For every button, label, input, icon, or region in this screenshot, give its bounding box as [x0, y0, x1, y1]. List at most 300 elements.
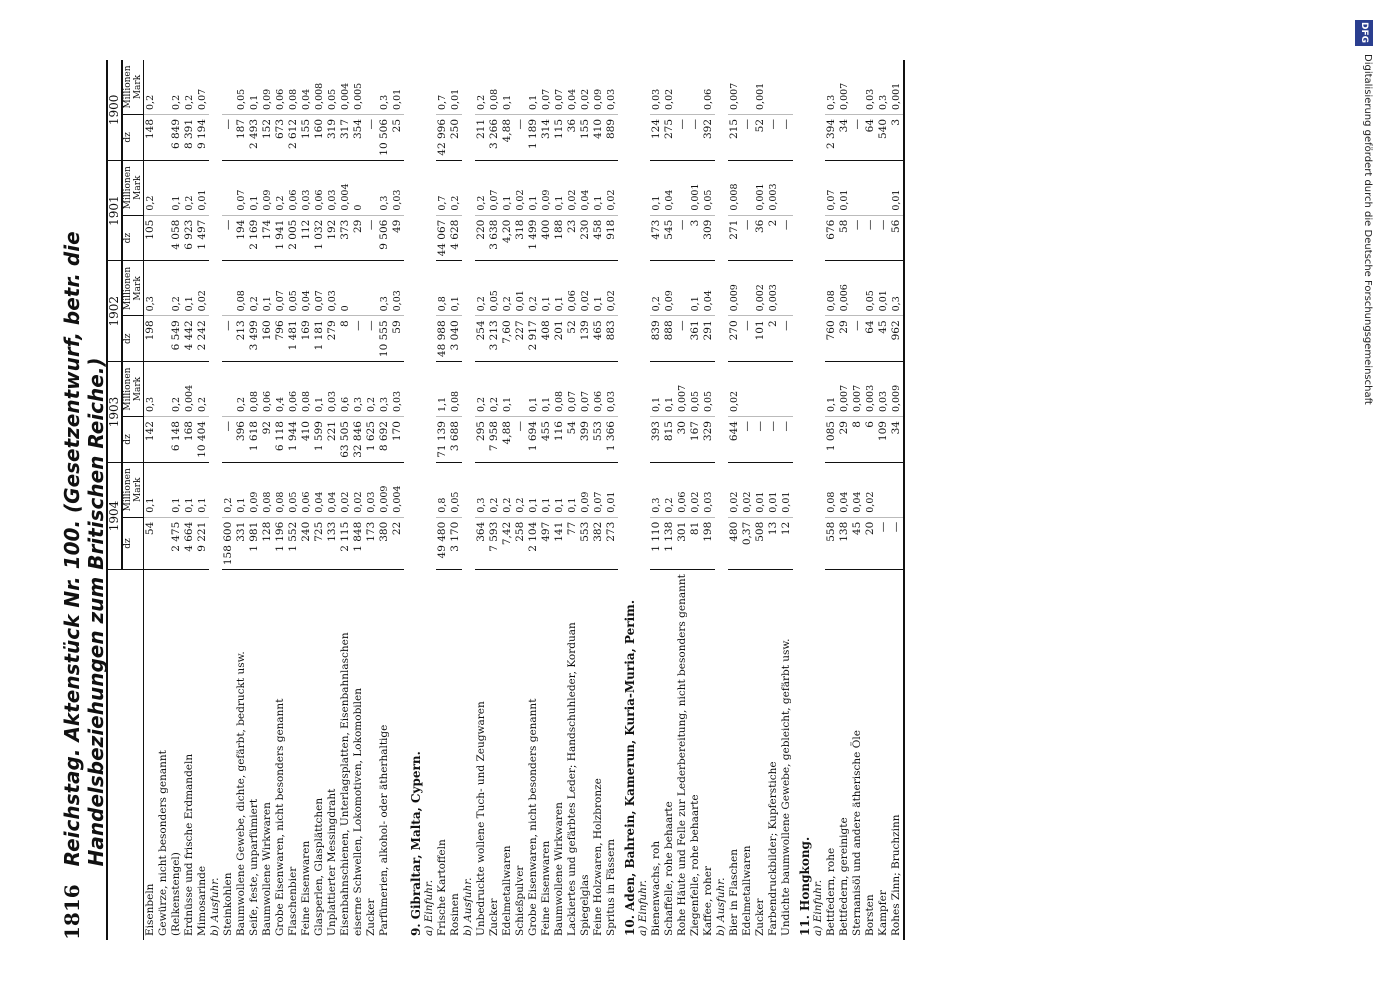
cell-dz: 361 [689, 316, 702, 362]
cell-dz: 34 [890, 417, 904, 463]
cell-mark: 0,07 [825, 160, 838, 215]
cell-dz: 382 [592, 517, 605, 569]
cell-dz: 54 [144, 517, 158, 569]
cell-mark [689, 60, 702, 114]
cell-dz: 455 [540, 417, 553, 463]
cell-dz: 10 506 [378, 114, 391, 160]
cell-dz: 1 981 [248, 517, 261, 569]
cell-mark: 0,04 [300, 60, 313, 114]
table-row [248, 60, 261, 940]
row-label: b) Ausfuhr. [209, 877, 221, 936]
cell-dz: 6 849 [170, 114, 183, 160]
cell-dz: 2 612 [287, 114, 300, 160]
cell-mark [780, 261, 793, 316]
cell-mark: 0,8 [436, 261, 449, 316]
cell-mark: 0,01 [890, 160, 904, 215]
cell-dz: 314 [540, 114, 553, 160]
cell-mark: 0,01 [514, 261, 527, 316]
cell-dz: 133 [326, 517, 339, 569]
cell-dz: — [365, 114, 378, 160]
cell-dz: — [767, 114, 780, 160]
cell-dz: 49 [391, 215, 404, 261]
table-row [780, 60, 793, 940]
cell-mark: 0,1 [650, 362, 663, 417]
cell-dz: 889 [605, 114, 618, 160]
cell-mark: 0,02 [514, 160, 527, 215]
cell-dz: 64 [864, 114, 877, 160]
cell-dz: 215 [728, 114, 741, 160]
cell-mark: 0,001 [890, 60, 904, 114]
cell-mark: 0,2 [144, 60, 158, 114]
cell-mark: 0,06 [287, 362, 300, 417]
page-header [60, 60, 108, 940]
cell-mark: 0,003 [864, 362, 877, 417]
table-row [514, 60, 527, 940]
cell-mark: 0,02 [579, 261, 592, 316]
cell-mark: 0,2 [274, 160, 287, 215]
cell-dz: 3 040 [449, 316, 462, 362]
cell-dz: 317 [339, 114, 352, 160]
cell-mark: 0,03 [650, 60, 663, 114]
cell-dz: 211 [475, 114, 488, 160]
cell-dz: 258 [514, 517, 527, 569]
cell-mark: 0,07 [553, 60, 566, 114]
cell-mark: 0,1 [592, 261, 605, 316]
cell-mark: 0,01 [780, 462, 793, 517]
cell-mark: 0,004 [391, 462, 404, 517]
cell-mark: 0,08 [235, 261, 248, 316]
cell-mark: 0,1 [183, 261, 196, 316]
cell-dz: 230 [579, 215, 592, 261]
cell-mark: 0,2 [144, 160, 158, 215]
cell-mark: 0,007 [838, 60, 851, 114]
cell-dz: — [352, 316, 365, 362]
cell-dz: 2 115 [339, 517, 352, 569]
cell-mark: 0,1 [196, 462, 209, 517]
cell-dz: 155 [300, 114, 313, 160]
cell-dz: 400 [540, 215, 553, 261]
cell-mark: 0,1 [527, 462, 540, 517]
cell-mark: 0,009 [378, 462, 391, 517]
cell-mark: 0,02 [579, 60, 592, 114]
cell-mark [157, 160, 170, 215]
cell-dz: — [877, 215, 890, 261]
cell-mark: 0,09 [540, 160, 553, 215]
cell-dz: 319 [326, 114, 339, 160]
cell-mark: 0,1 [313, 362, 326, 417]
cell-dz: 393 [650, 417, 663, 463]
cell-dz: 4 628 [449, 215, 462, 261]
cell-mark: 0,03 [702, 462, 715, 517]
cell-dz: 25 [391, 114, 404, 160]
cell-mark [890, 462, 904, 517]
cell-mark: 0,08 [261, 462, 274, 517]
cell-dz: 170 [391, 417, 404, 463]
cell-dz: 141 [553, 517, 566, 569]
cell-mark: 0,7 [436, 160, 449, 215]
cell-mark: 0,08 [825, 462, 838, 517]
cell-dz: 29 [352, 215, 365, 261]
row-label: Edelmetallwaren [741, 845, 753, 936]
cell-mark: 0,004 [183, 362, 196, 417]
cell-mark: 1,1 [436, 362, 449, 417]
subsection-row [812, 60, 825, 940]
cell-dz: — [877, 517, 890, 569]
cell-mark: 0,05 [864, 261, 877, 316]
row-label: Bettfedern, rohe [825, 847, 837, 936]
cell-dz: 8 [339, 316, 352, 362]
cell-mark: 0,02 [728, 462, 741, 517]
cell-mark: 0,06 [702, 60, 715, 114]
cell-dz: 45 [851, 517, 864, 569]
cell-dz: 115 [553, 114, 566, 160]
unit-dz-header: dz [122, 114, 144, 160]
cell-mark: 0 [339, 261, 352, 316]
cell-dz [157, 316, 170, 362]
cell-dz: 270 [728, 316, 741, 362]
cell-mark [365, 160, 378, 215]
row-label: Zucker [365, 898, 377, 936]
cell-mark: 0,01 [767, 462, 780, 517]
cell-mark: 0,02 [566, 160, 579, 215]
cell-mark: 0,09 [261, 160, 274, 215]
cell-dz: 160 [313, 114, 326, 160]
row-label: Frische Kartoffeln [436, 839, 448, 936]
cell-mark: 0,08 [488, 60, 501, 114]
cell-dz: 2 493 [248, 114, 261, 160]
unit-dz-header: dz [122, 517, 144, 569]
cell-mark: 0,1 [235, 462, 248, 517]
cell-dz: 152 [261, 114, 274, 160]
cell-mark: 0,03 [864, 60, 877, 114]
cell-mark: 0,04 [838, 462, 851, 517]
cell-dz: 124 [650, 114, 663, 160]
cell-mark: 0,001 [689, 160, 702, 215]
cell-dz: 59 [391, 316, 404, 362]
cell-mark: 0,03 [605, 60, 618, 114]
cell-mark [780, 60, 793, 114]
table-row [702, 60, 715, 940]
cell-mark: 0,06 [261, 362, 274, 417]
cell-dz: — [222, 316, 235, 362]
year-header: 1902 [107, 261, 122, 362]
row-label: Kampfer [877, 890, 889, 936]
cell-mark: 0,04 [326, 462, 339, 517]
cell-dz: 116 [553, 417, 566, 463]
cell-dz: 6 549 [170, 316, 183, 362]
row-label: Sternanisöl und andere ätherische Öle [851, 730, 863, 936]
page-title: Reichstag. Aktenstück Nr. 100. (Gesetzentwurf, betr. die Handelsbeziehungen zum Britischen Reiche.) [60, 231, 108, 867]
unit-mark-header: Millionen Mark [122, 462, 144, 517]
row-label: Ziegenfelle, rohe behaarte [689, 794, 701, 936]
cell-dz: 81 [689, 517, 702, 569]
cell-dz: 188 [553, 215, 566, 261]
row-label: Bienenwachs, roh [650, 840, 662, 936]
cell-dz [157, 417, 170, 463]
cell-dz: 295 [475, 417, 488, 463]
row-label: Seife, feste, unparfümiert [248, 798, 260, 936]
cell-dz: — [222, 417, 235, 463]
cell-dz: 194 [235, 215, 248, 261]
cell-dz: — [514, 417, 527, 463]
cell-dz: — [754, 417, 767, 463]
cell-dz: 410 [300, 417, 313, 463]
cell-mark: 0,002 [754, 261, 767, 316]
cell-dz: 508 [754, 517, 767, 569]
credit-text: Digitalisierung gefördert durch die Deutsche Forschungsgemeinschaft [1362, 54, 1373, 405]
cell-dz: 221 [326, 417, 339, 463]
cell-mark: 0,3 [352, 362, 365, 417]
table-row [352, 60, 365, 940]
row-label: Rohe Häute und Felle zur Lederbereitung, nicht besonders genannt [676, 574, 688, 936]
year-header: 1904 [107, 462, 122, 569]
row-label: a) Einfuhr. [812, 879, 824, 936]
cell-dz: 1 694 [527, 417, 540, 463]
cell-dz: 112 [300, 215, 313, 261]
cell-dz: — [741, 114, 754, 160]
cell-mark [741, 60, 754, 114]
cell-mark: 0,1 [527, 60, 540, 114]
row-label: Baumwollene Wirkwaren [553, 802, 565, 936]
table-row [579, 60, 592, 940]
cell-dz: 0,37 [741, 517, 754, 569]
table-row [676, 60, 689, 940]
cell-dz: 279 [326, 316, 339, 362]
cell-dz: 458 [592, 215, 605, 261]
table-row [825, 60, 838, 940]
table-row [689, 60, 702, 940]
year-header: 1901 [107, 160, 122, 261]
cell-dz: 410 [592, 114, 605, 160]
cell-dz: 20 [864, 517, 877, 569]
cell-mark [157, 261, 170, 316]
cell-dz: — [780, 417, 793, 463]
cell-dz: 465 [592, 316, 605, 362]
cell-mark: 0,2 [475, 160, 488, 215]
cell-mark: 0,008 [313, 60, 326, 114]
cell-mark [767, 362, 780, 417]
cell-mark: 0,03 [326, 362, 339, 417]
cell-dz: 139 [579, 316, 592, 362]
cell-mark [767, 60, 780, 114]
cell-mark [222, 362, 235, 417]
cell-dz: 63 505 [339, 417, 352, 463]
cell-mark [222, 160, 235, 215]
cell-dz: 815 [663, 417, 676, 463]
table-row [235, 60, 248, 940]
cell-dz: 331 [235, 517, 248, 569]
cell-mark: 0,07 [592, 462, 605, 517]
cell-dz: 34 [838, 114, 851, 160]
cell-mark: 0,009 [728, 261, 741, 316]
row-label: a) Einfuhr. [423, 879, 435, 936]
cell-dz: 30 [676, 417, 689, 463]
cell-dz: 49 480 [436, 517, 449, 569]
cell-mark: 0,03 [326, 261, 339, 316]
cell-mark [676, 60, 689, 114]
cell-mark: 0,1 [553, 160, 566, 215]
cell-mark: 0,1 [592, 160, 605, 215]
cell-dz: 160 [261, 316, 274, 362]
table-row [605, 60, 618, 940]
cell-dz: 4 442 [183, 316, 196, 362]
table-row [144, 60, 158, 940]
table-row [501, 60, 514, 940]
cell-mark: 0,2 [196, 362, 209, 417]
cell-mark: 0,05 [326, 60, 339, 114]
row-label: Steinkohlen [222, 872, 234, 936]
cell-dz: 2 394 [825, 114, 838, 160]
cell-mark: 0,2 [650, 261, 663, 316]
cell-dz: 8 391 [183, 114, 196, 160]
cell-mark [780, 362, 793, 417]
cell-dz: 4 664 [183, 517, 196, 569]
cell-mark: 0,06 [566, 261, 579, 316]
cell-dz: 1 944 [287, 417, 300, 463]
table-row [287, 60, 300, 940]
table-row [650, 60, 663, 940]
cell-mark: 0,09 [261, 60, 274, 114]
row-label: Baumwollene Wirkwaren [261, 802, 273, 936]
cell-mark: 0,6 [339, 362, 352, 417]
row-label: Schießpulver [514, 865, 526, 936]
cell-dz: 329 [702, 417, 715, 463]
row-label: eiserne Schwellen, Lokomotiven, Lokomobilen [352, 687, 364, 936]
unit-dz-header: dz [122, 215, 144, 261]
cell-dz: 918 [605, 215, 618, 261]
table-row [566, 60, 579, 940]
cell-mark: 0,06 [274, 60, 287, 114]
cell-mark [222, 261, 235, 316]
cell-mark: 0,02 [728, 362, 741, 417]
row-label: Unbedruckte wollene Tuch- und Zeugwaren [475, 701, 487, 936]
cell-mark: 0,1 [650, 160, 663, 215]
row-label: Bier in Flaschen [728, 848, 740, 936]
cell-dz: 44 067 [436, 215, 449, 261]
cell-mark: 0,04 [566, 60, 579, 114]
cell-mark: 0,4 [274, 362, 287, 417]
cell-dz: — [676, 316, 689, 362]
cell-mark: 0,02 [339, 462, 352, 517]
cell-mark: 0,1 [501, 362, 514, 417]
cell-mark [365, 261, 378, 316]
table-row [365, 60, 378, 940]
row-label: Bettfedern, gereinigte [838, 817, 850, 936]
cell-dz: 3 [890, 114, 904, 160]
cell-mark: 0,08 [825, 261, 838, 316]
cell-dz: 3 266 [488, 114, 501, 160]
cell-dz: — [222, 215, 235, 261]
cell-dz: 1 848 [352, 517, 365, 569]
cell-mark: 0,3 [144, 362, 158, 417]
cell-dz: 553 [592, 417, 605, 463]
cell-mark [877, 160, 890, 215]
cell-mark [780, 160, 793, 215]
cell-dz: 318 [514, 215, 527, 261]
cell-dz: 399 [579, 417, 592, 463]
cell-dz: 105 [144, 215, 158, 261]
cell-dz: 48 988 [436, 316, 449, 362]
cell-dz: 148 [144, 114, 158, 160]
cell-mark [676, 261, 689, 316]
cell-mark: 0,003 [767, 160, 780, 215]
cell-dz: — [780, 114, 793, 160]
cell-dz: 56 [890, 215, 904, 261]
cell-dz: 1 196 [274, 517, 287, 569]
cell-dz: 1 138 [663, 517, 676, 569]
table-row [475, 60, 488, 940]
cell-mark [676, 160, 689, 215]
cell-mark: 0,3 [378, 362, 391, 417]
cell-dz: 888 [663, 316, 676, 362]
cell-mark: 0,01 [877, 261, 890, 316]
cell-mark: 0,2 [663, 462, 676, 517]
cell-mark: 0,08 [553, 362, 566, 417]
cell-dz: 158 600 [222, 517, 235, 569]
table-row [378, 60, 391, 940]
cell-mark: 0,003 [767, 261, 780, 316]
row-label: b) Ausfuhr. [462, 877, 474, 936]
cell-mark: 0,07 [488, 160, 501, 215]
table-row [449, 60, 462, 940]
cell-dz: 373 [339, 215, 352, 261]
cell-mark: 0,008 [728, 160, 741, 215]
cell-dz: 392 [702, 114, 715, 160]
cell-dz: — [864, 215, 877, 261]
cell-dz: 273 [605, 517, 618, 569]
cell-mark: 0,1 [540, 362, 553, 417]
cell-mark: 0,03 [391, 362, 404, 417]
cell-dz: — [741, 316, 754, 362]
cell-dz: 3 638 [488, 215, 501, 261]
cell-dz: 2 104 [527, 517, 540, 569]
row-label: 9. Gibraltar, Malta, Cypern. [409, 751, 423, 936]
year-header-row [107, 60, 122, 940]
cell-mark: 0 [352, 160, 365, 215]
cell-dz: 301 [676, 517, 689, 569]
cell-dz: 168 [183, 417, 196, 463]
cell-mark: 0,3 [144, 261, 158, 316]
cell-mark: 0,001 [754, 60, 767, 114]
row-label: Lackiertes und gefärbtes Leder; Handschuhleder, Korduan [566, 622, 578, 936]
row-label: Feine Eisenwaren [540, 840, 552, 936]
subsection-row [423, 60, 436, 940]
cell-mark: 0,05 [287, 462, 300, 517]
cell-dz: 3 688 [449, 417, 462, 463]
cell-mark: 0,1 [501, 60, 514, 114]
cell-mark: 0,2 [501, 261, 514, 316]
cell-dz: 2 005 [287, 215, 300, 261]
cell-mark [741, 261, 754, 316]
cell-dz: — [851, 114, 864, 160]
cell-dz: 291 [702, 316, 715, 362]
row-label: Flaschenbier [287, 866, 299, 936]
cell-mark: 0,07 [274, 261, 287, 316]
cell-dz: 364 [475, 517, 488, 569]
cell-mark: 0,3 [378, 60, 391, 114]
row-label: Undichte baumwollene Gewebe, gebleicht, gefärbt usw. [780, 638, 792, 936]
row-label: Eisenbahnschienen, Unterlagsplatten, Eisenbahnlaschen [339, 632, 351, 936]
cell-mark: 0,01 [605, 462, 618, 517]
cell-dz: 1 085 [825, 417, 838, 463]
cell-mark: 0,05 [689, 362, 702, 417]
cell-mark: 0,2 [514, 462, 527, 517]
cell-dz: — [676, 114, 689, 160]
cell-dz: 309 [702, 215, 715, 261]
cell-mark: 0,01 [449, 60, 462, 114]
cell-mark: 0,2 [488, 462, 501, 517]
unit-dz-header: dz [122, 417, 144, 463]
